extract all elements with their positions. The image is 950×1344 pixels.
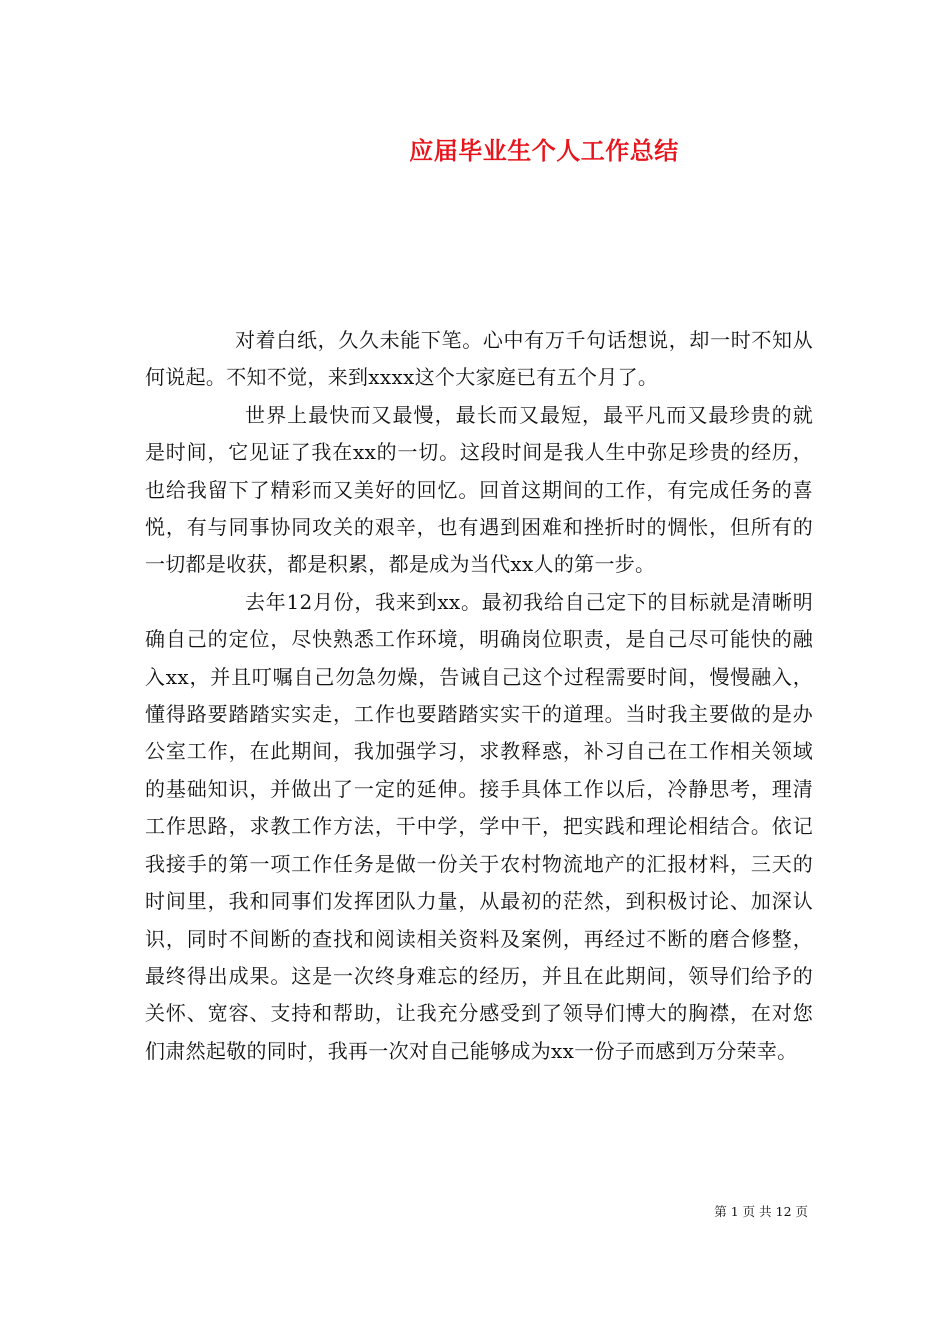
paragraph-1: 对着白纸，久久未能下笔。心中有万千句话想说，却一时不知从何说起。不知不觉，来到xxxx这个大家庭已有五个月了。	[145, 328, 813, 390]
document-body	[145, 322, 813, 1070]
document-title: 应届毕业生个人工作总结	[409, 137, 679, 165]
page-number-footer: 第 1 页 共 12 页	[714, 1204, 808, 1219]
paragraph-2: 世界上最快而又最慢，最长而又最短，最平凡而又最珍贵的就是时间，它见证了我在xx的一切。这段时间是我人生中弥足珍贵的经历，也给我留下了精彩而又美好的回忆。回首这期间的工作，有完成任务的喜悦，有与同事协同攻关的艰辛，也有遇到困难和挫折时的惆怅，但所有的一切都是收获，都是积累，都是成为当代xx人的第一步。	[145, 402, 813, 577]
paragraph-3: 去年12月份，我来到xx。最初我给自己定下的目标就是清晰明确自己的定位，尽快熟悉工作环境，明确岗位职责，是自己尽可能快的融入xx，并且叮嘱自己勿急勿燥，告诫自己这个过程需要时间，慢慢融入，懂得路要踏踏实实走，工作也要踏踏实实干的道理。当时我主要做的是办公室工作，在此期间，我加强学习，求教释惑，补习自己在工作相关领域的基础知识，并做出了一定的延伸。接手具体工作以后，冷静思考，理清工作思路，求教工作方法，干中学，学中干，把实践和理论相结合。依记我接手的第一项工作任务是做一份关于农村物流地产的汇报材料，三天的时间里，我和同事们发挥团队力量，从最初的茫然，到积极讨论、加深认识，同时不间断的查找和阅读相关资料及案例，再经过不断的磨合修整，最终得出成果。这是一次终身难忘的经历，并且在此期间，领导们给予的关怀、宽容、支持和帮助，让我充分感受到了领导们博大的胸襟，在对您们肃然起敬的同时，我再一次对自己能够成为xx一份子而感到万分荣幸。	[145, 589, 813, 1063]
